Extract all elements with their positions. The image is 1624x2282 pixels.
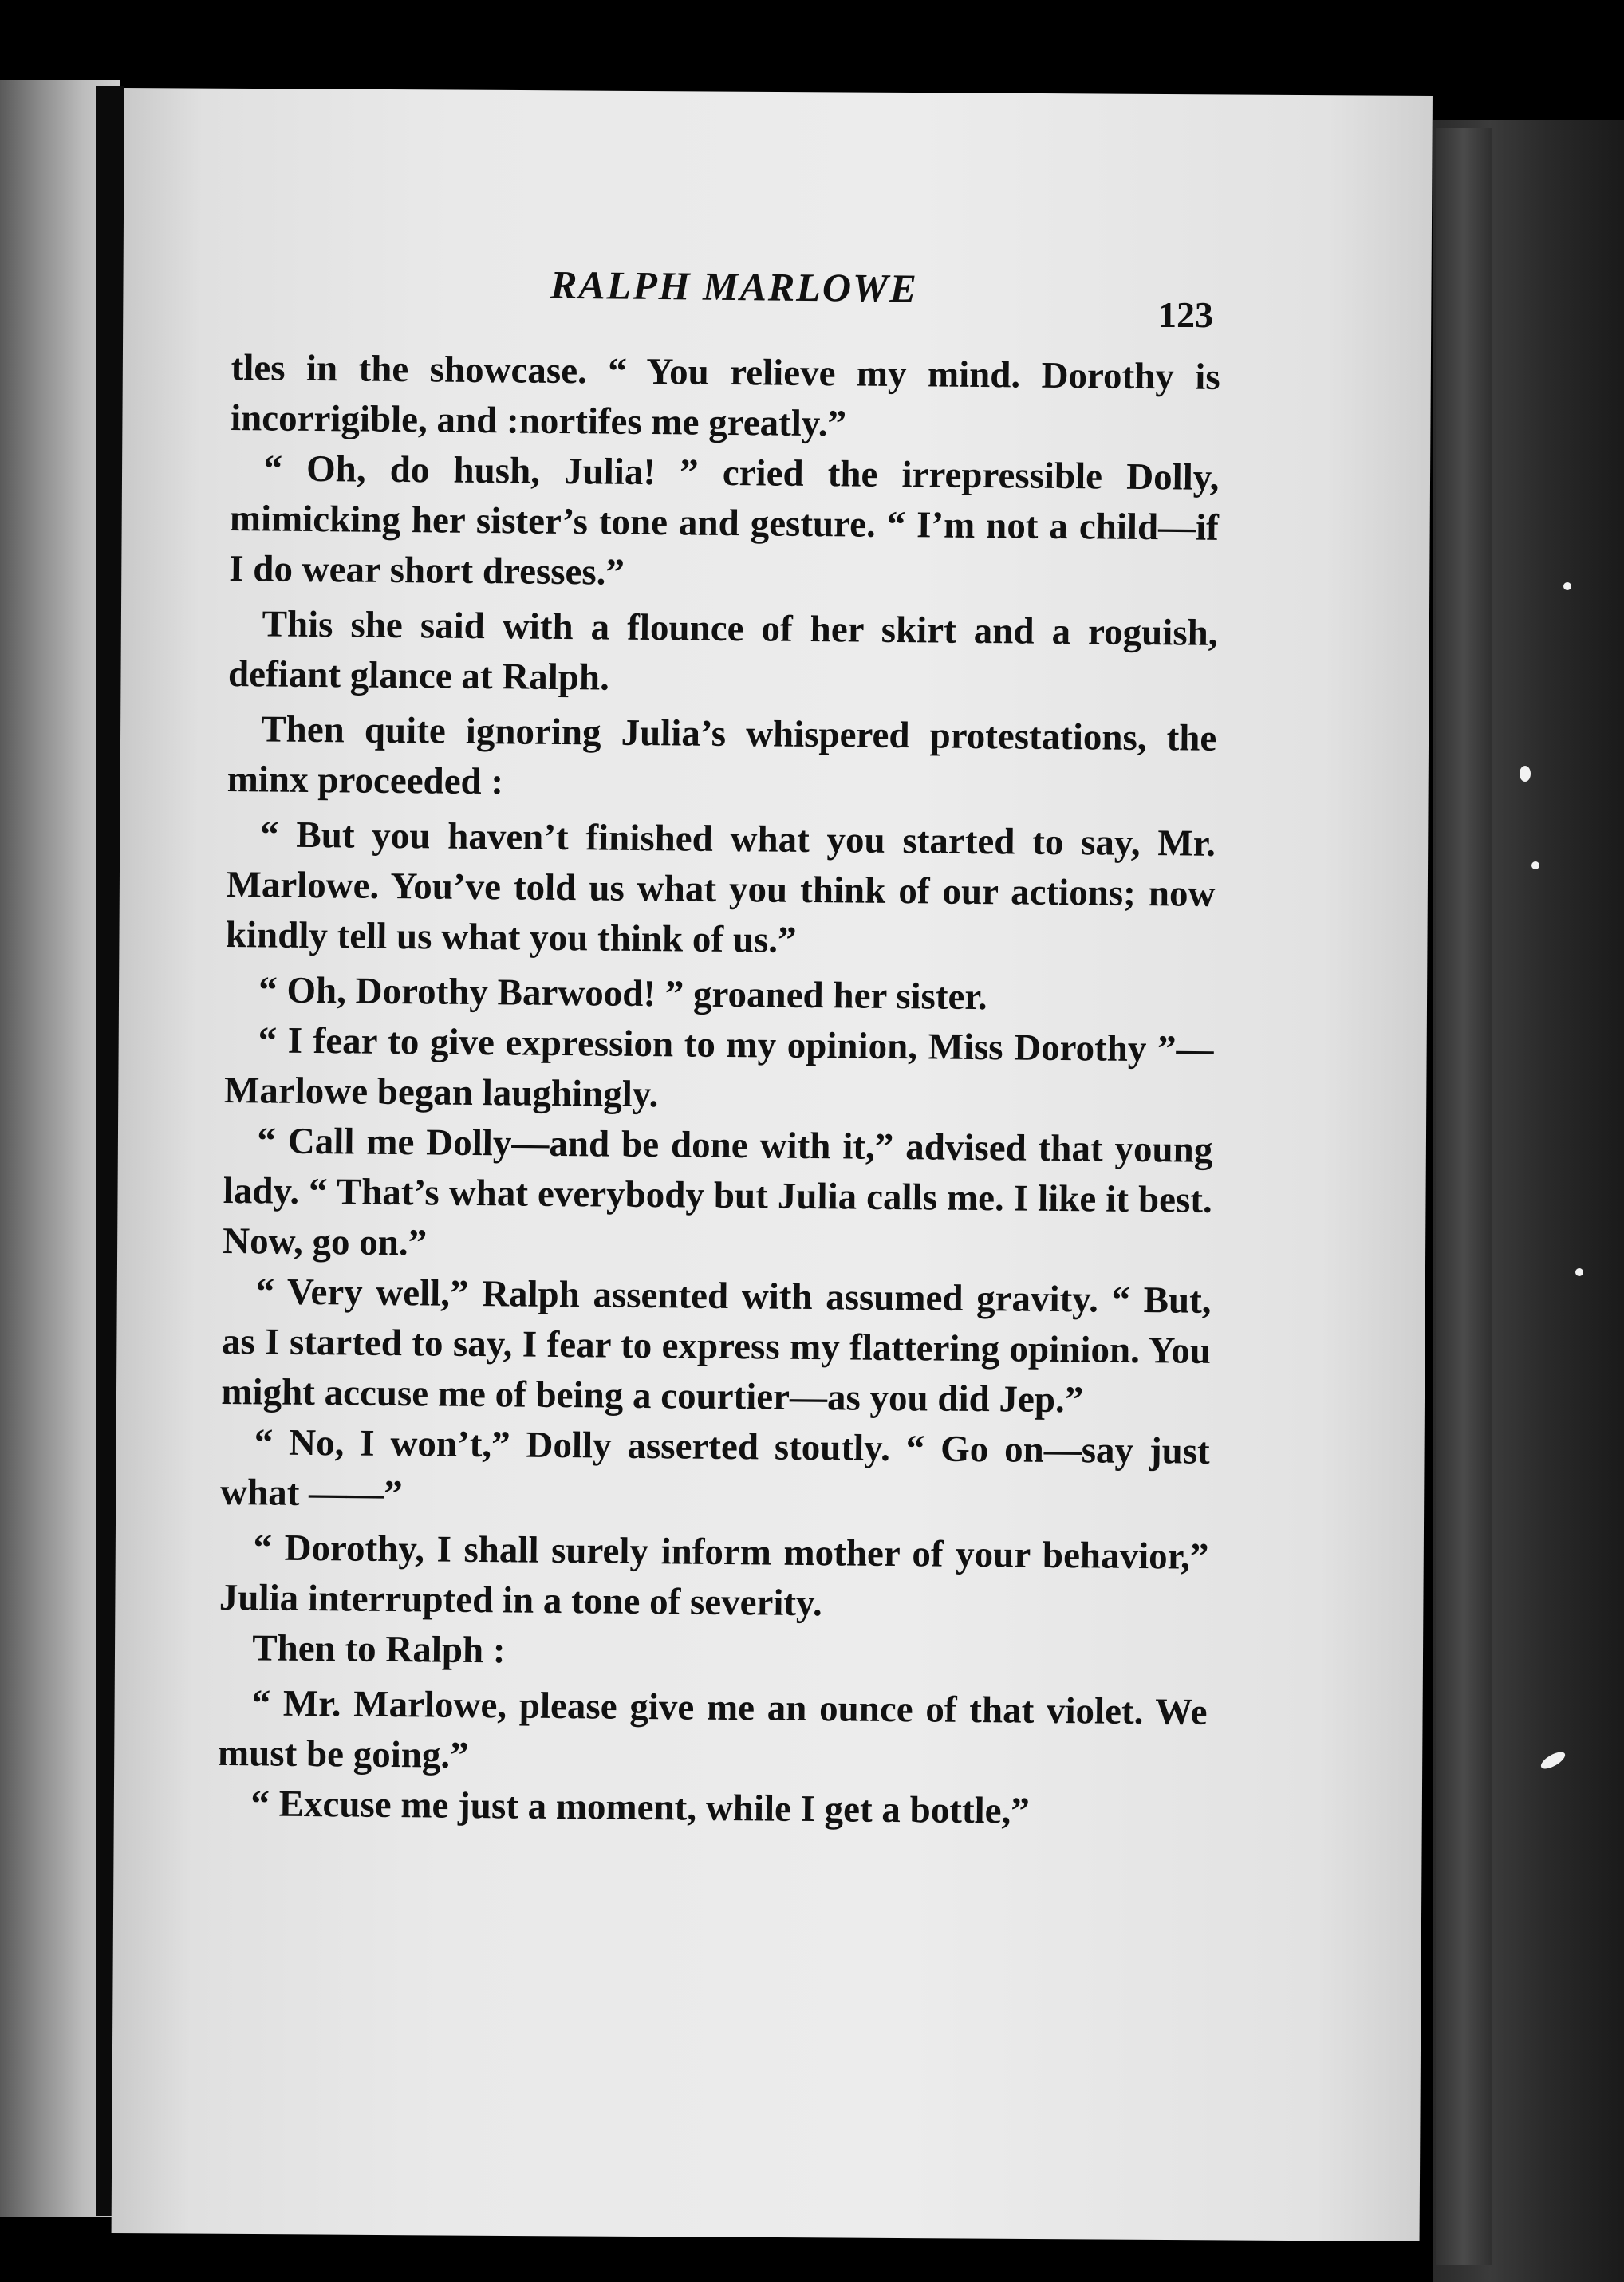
right-page-stack-highlight xyxy=(1436,128,1492,2265)
paragraph: “ No, I won’t,” Dolly asserted stoutly. “ Go on—say just what ——” xyxy=(219,1421,1210,1515)
paragraph: tles in the showcase. “ You relieve my mind. Dorothy is incorrigible, and :nortifes me greatly.” xyxy=(230,346,1220,445)
paragraph: “ Call me Dolly—and be done with it,” advised that young lady. “ That’s what everybody but Julia calls me. I like it best. Now, go on.” xyxy=(222,1120,1213,1264)
paragraph: “ Oh, do hush, Julia! ” cried the irrepressible Dolly, mimicking her sister’s tone and gesture. “ I’m not a child—if I do wear short dresses.” xyxy=(229,447,1220,593)
paragraph: “ Dorothy, I shall surely inform mother of your behavior,” Julia interrupted in a tone of severity. xyxy=(219,1527,1209,1625)
paragraph: Then quite ignoring Julia’s whispered protestations, the minx proceeded : xyxy=(227,708,1217,803)
paragraph: “ Very well,” Ralph assented with assumed gravity. “ But, as I started to say, I fear to express my flattering opinion. You might accuse me of being a courtier—as you did Jep.” xyxy=(221,1271,1212,1421)
paragraph: This she said with a flounce of her skirt and a roguish, defiant glance at Ralph. xyxy=(227,603,1218,699)
paragraph: “ Mr. Marlowe, please give me an ounce of that violet. We must be going.” xyxy=(217,1682,1208,1776)
scan-speck xyxy=(1520,766,1531,782)
page-number: 123 xyxy=(1158,294,1213,335)
paragraph: “ Oh, Dorothy Barwood! ” groaned her sister. xyxy=(258,969,987,1019)
scan-speck xyxy=(1575,1268,1583,1276)
running-title: RALPH MARLOWE xyxy=(550,262,919,311)
body-text xyxy=(217,343,1220,1839)
scan-speck xyxy=(1563,582,1571,590)
scan-speck xyxy=(1531,861,1539,869)
paragraph: “ I fear to give expression to my opinion, Miss Dorothy ”—Marlowe began laughingly. xyxy=(223,1019,1214,1116)
paragraph: Then to Ralph : xyxy=(252,1627,506,1672)
paragraph: “ But you haven’t finished what you started to say, Mr. Marlowe. You’ve told us what you think of our actions; now kindly tell us what you think of us.” xyxy=(225,814,1216,961)
paragraph: “ Excuse me just a moment, while I get a bottle,” xyxy=(250,1783,1031,1832)
